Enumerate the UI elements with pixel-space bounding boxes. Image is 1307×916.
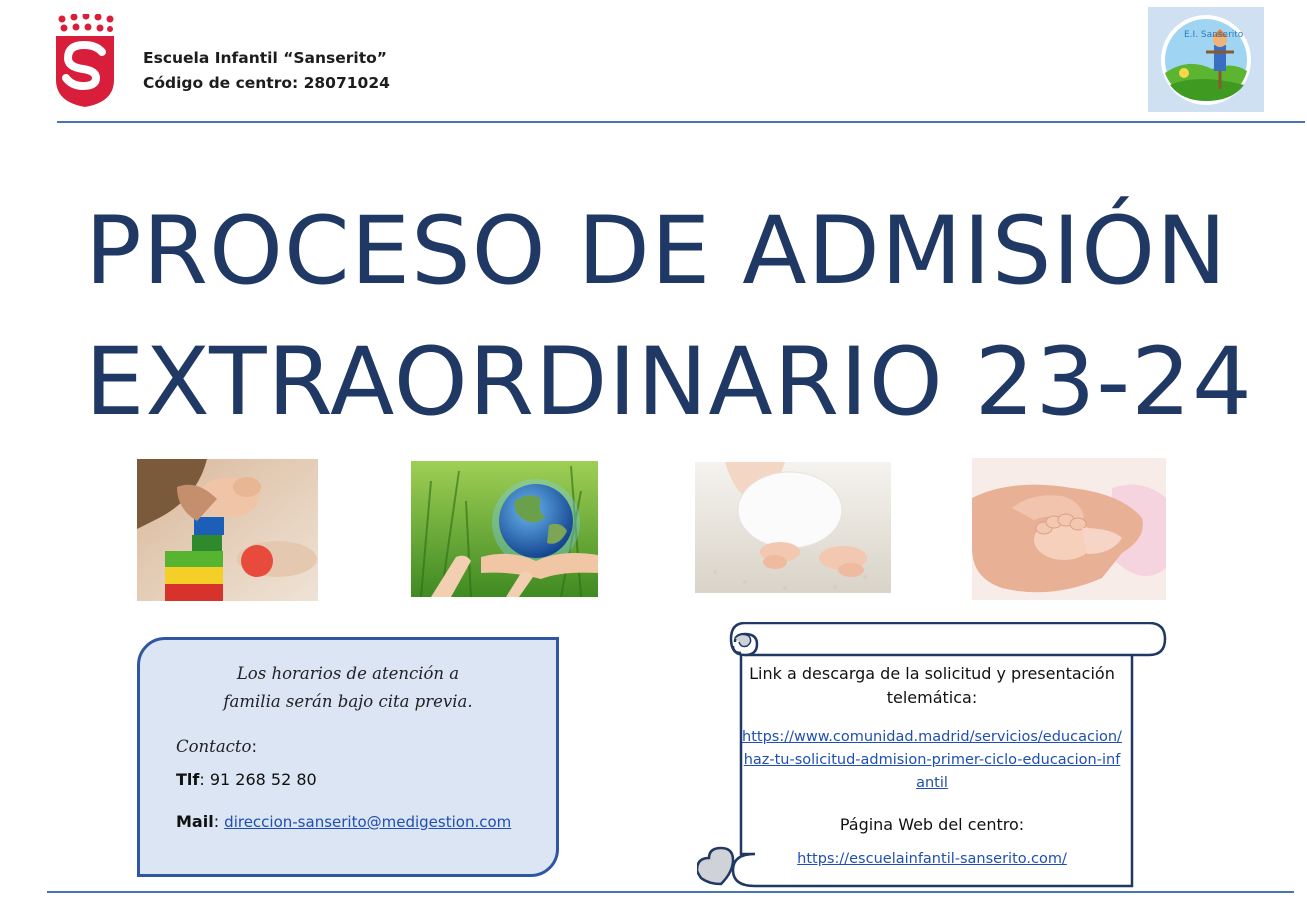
contact-colon: : bbox=[251, 737, 258, 756]
download-label: Link a descarga de la solicitud y presentación telemática: bbox=[749, 664, 1115, 707]
hours-line-1: Los horarios de atención a bbox=[236, 664, 460, 683]
earth-in-hands-photo bbox=[411, 461, 598, 597]
school-name: Escuela Infantil “Sanserito” bbox=[143, 49, 387, 67]
contact-label: Contacto bbox=[176, 737, 252, 756]
community-madrid-logo bbox=[52, 14, 118, 108]
badge-text: E.I. Sanserito bbox=[1184, 30, 1244, 40]
email-label: Mail bbox=[176, 812, 214, 831]
title-line-2: EXTRAORDINARIO 23-24 bbox=[85, 328, 1253, 437]
building-blocks-photo bbox=[137, 459, 318, 601]
footer-rule bbox=[47, 891, 1294, 893]
website-label: Página Web del centro: bbox=[839, 815, 1025, 834]
website-link[interactable]: https://escuelainfantil-sanserito.com/ bbox=[797, 851, 1067, 867]
links-section bbox=[742, 662, 1122, 867]
phone-label: Tlf bbox=[176, 770, 200, 789]
contact-heading bbox=[176, 737, 257, 756]
school-header bbox=[143, 46, 390, 96]
crawling-baby-photo bbox=[695, 462, 891, 593]
baby-hand-photo bbox=[972, 458, 1166, 600]
header-rule bbox=[57, 121, 1305, 123]
email-separator: : bbox=[213, 812, 225, 831]
phone-value: : 91 268 52 80 bbox=[199, 770, 317, 789]
contact-info-box bbox=[137, 637, 559, 877]
email-line bbox=[176, 812, 511, 831]
phone-line bbox=[176, 770, 317, 789]
school-badge bbox=[1148, 7, 1264, 112]
center-code: Código de centro: 28071024 bbox=[143, 74, 390, 92]
title-line-1: PROCESO DE ADMISIÓN bbox=[85, 197, 1228, 306]
hours-line-2: familia serán bajo cita previa. bbox=[223, 692, 473, 711]
page-title bbox=[85, 186, 1285, 448]
download-link[interactable]: https://www.comunidad.madrid/servicios/educacion/haz-tu-solicitud-admision-primer-ciclo-educacion-infantil bbox=[742, 729, 1122, 791]
email-link[interactable]: direccion-sanserito@medigestion.com bbox=[224, 813, 512, 831]
attention-hours-note bbox=[140, 660, 556, 716]
